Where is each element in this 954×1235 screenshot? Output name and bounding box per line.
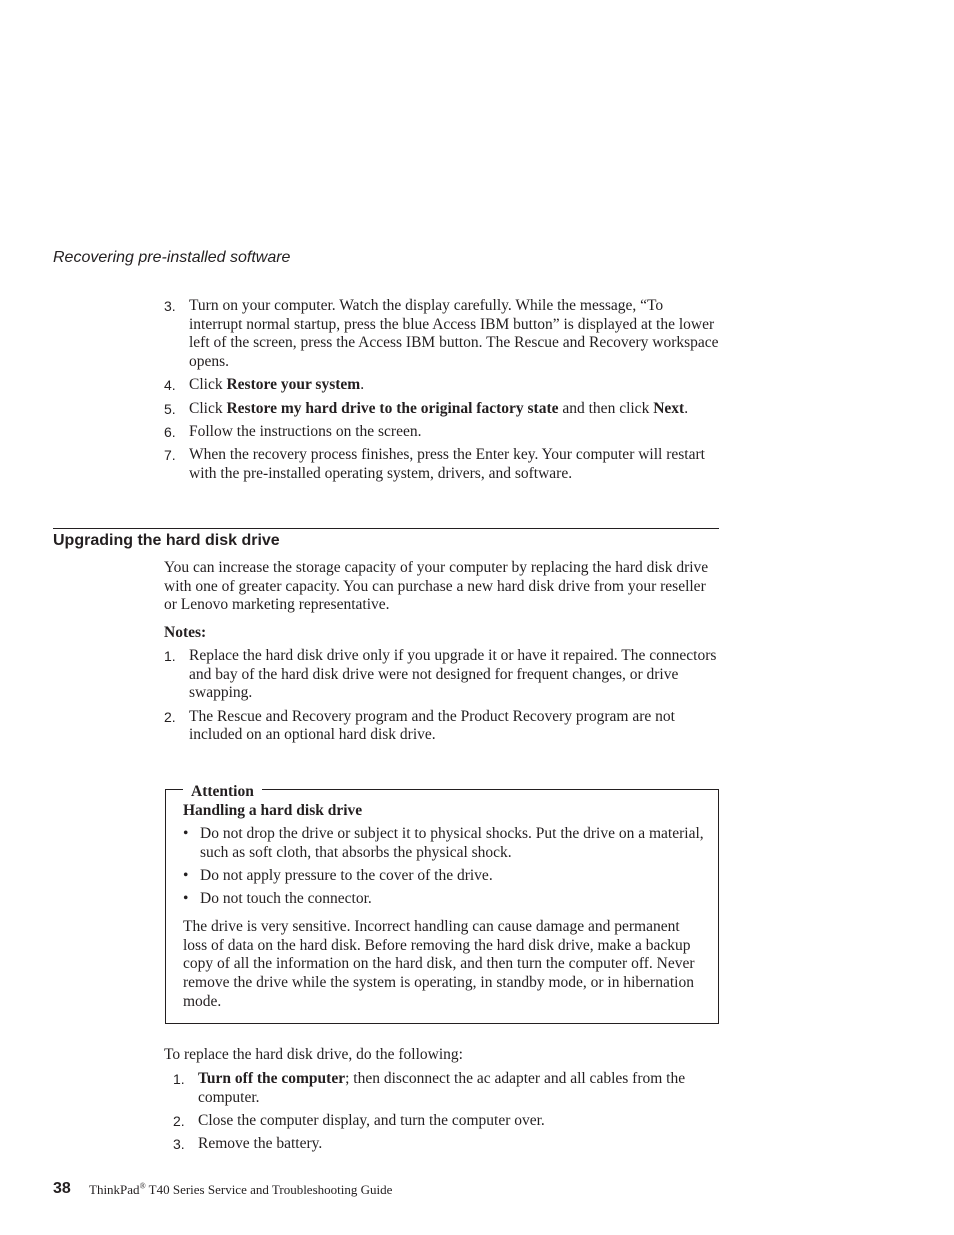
book-title [89, 1182, 392, 1198]
section-heading: Upgrading the hard disk drive [53, 532, 280, 549]
list-number: 7. [164, 446, 176, 463]
list-item [173, 1070, 713, 1107]
list-item [164, 423, 720, 442]
bullet-glyph: • [183, 890, 189, 908]
step-text: Click [189, 399, 227, 417]
bullet-item [183, 825, 705, 862]
step-bold-text: Restore your system [226, 376, 361, 394]
book-title-rest: T40 Series Service and Troubleshooting Guide [145, 1182, 393, 1197]
list-number: 1. [164, 648, 176, 664]
note-text: Replace the hard disk drive only if you upgrade it or have it repaired. The connectors and bay of the hard disk drive were not designed for frequent changes, or drive swapping. [189, 647, 717, 702]
running-head: Recovering pre-installed software [53, 249, 291, 266]
step-text: ; then disconnect the ac adapter and all cables from the computer. [198, 1070, 686, 1106]
step-text: Close the computer display, and turn the computer over. [198, 1111, 545, 1129]
step-text: . [360, 376, 365, 394]
step-text: Turn on your computer. Watch the display carefully. While the message, “To interrupt normal startup, press the blue Access IBM button” is displayed at the lower left of the screen, press the Access IBM button. The Rescue and Recovery workspace opens. [189, 297, 719, 371]
replace-steps-list [173, 1070, 713, 1158]
list-number: 3. [173, 1136, 185, 1153]
bullet-glyph: • [183, 825, 189, 842]
step-bold-text: Turn off the computer [198, 1070, 346, 1087]
bullet-item [183, 890, 705, 909]
upgrade-intro: You can increase the storage capacity of your computer by replacing the hard disk drive with one of greater capacity. You can purchase a new hard disk drive from your reseller or Lenovo marketing representative. [164, 559, 709, 614]
bullet-item [183, 867, 705, 886]
list-number: 5. [164, 400, 176, 417]
page-number: 38 [53, 1180, 71, 1197]
step-text: Click [189, 376, 227, 394]
step-bold-text: Next [653, 399, 685, 417]
list-item [164, 446, 720, 483]
book-title-brand: ThinkPad [89, 1182, 140, 1197]
notes-list [164, 647, 720, 750]
step-bold-text: Restore my hard drive to the original factory state [226, 399, 559, 417]
list-number: 3. [164, 298, 176, 314]
list-item [173, 1112, 713, 1131]
recovery-steps-list [164, 297, 720, 488]
list-item [164, 376, 720, 395]
list-item [173, 1135, 713, 1154]
bullet-text: Do not apply pressure to the cover of the drive. [200, 866, 493, 884]
step-text: When the recovery process finishes, press the Enter key. Your computer will restart with the pre-installed operating system, drivers, and software. [189, 445, 705, 482]
registered-mark: ® [139, 1181, 146, 1191]
list-number: 2. [164, 708, 176, 725]
bullet-glyph: • [183, 866, 189, 884]
section-divider [53, 528, 719, 529]
step-text: Follow the instructions on the screen. [189, 422, 422, 440]
list-number: 2. [173, 1112, 185, 1129]
list-item [164, 647, 720, 703]
list-number: 4. [164, 377, 176, 394]
page-footer [53, 1180, 393, 1198]
note-text: The Rescue and Recovery program and the Product Recovery program are not included on an optional hard disk drive. [189, 707, 675, 744]
attention-title: Handling a hard disk drive [183, 802, 363, 819]
attention-label: Attention [183, 782, 262, 801]
attention-body: The drive is very sensitive. Incorrect handling can cause damage and permanent loss of data on the hard disk. Before removing the hard disk drive, make a backup copy of all the information on the hard disk, and then turn the computer off. Never remove the drive while the system is operating, in standby mode, or in hibernation mode. [183, 918, 695, 1010]
step-text: . [684, 399, 689, 417]
step-text: Remove the battery. [198, 1135, 323, 1153]
list-number: 6. [164, 423, 176, 440]
notes-label: Notes: [164, 624, 207, 641]
replace-intro: To replace the hard disk drive, do the following: [164, 1046, 463, 1063]
attention-bullet-list [183, 825, 705, 913]
bullet-text: Do not touch the connector. [200, 890, 372, 908]
list-item [164, 400, 720, 419]
list-item [164, 708, 720, 745]
bullet-text: Do not drop the drive or subject it to physical shocks. Put the drive on a material, such as soft cloth, that absorbs the physical shock. [200, 825, 704, 861]
list-number: 1. [173, 1071, 185, 1087]
step-text: and then click [558, 399, 654, 417]
list-item [164, 297, 720, 372]
